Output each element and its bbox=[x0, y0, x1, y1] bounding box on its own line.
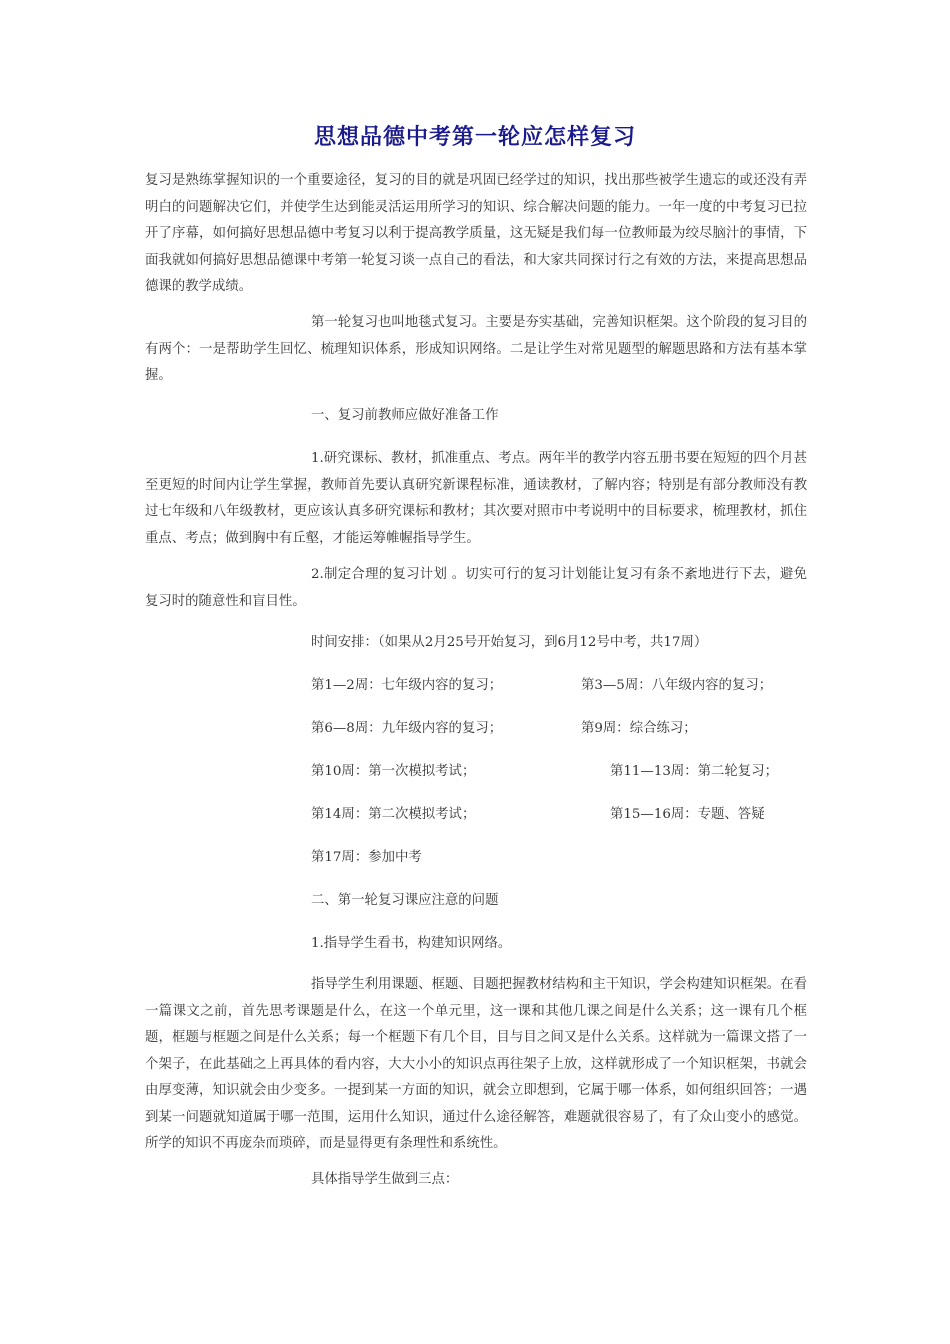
schedule-row-2-right: 第9周：综合练习； bbox=[581, 721, 697, 736]
schedule-row-3-right: 第11—13周：第二轮复习； bbox=[610, 764, 778, 779]
section2-heading: 二、第一轮复习课应注意的问题 bbox=[311, 893, 499, 908]
first-round-paragraph: 第一轮复习也叫地毯式复习。主要是夯实基础，完善知识框架。这个阶段的复习目的有两个：一是帮助学生回忆、梳理知识体系，形成知识网络。二是让学生对常见题型的解题思路和方法有基本掌握。 bbox=[145, 315, 807, 383]
specific-points-line: 具体指导学生做到三点： bbox=[311, 1172, 459, 1187]
schedule-row-4-right: 第15—16周：专题、答疑 bbox=[610, 807, 765, 822]
schedule-row-5-left: 第17周：参加中考 bbox=[311, 850, 422, 865]
schedule-row-1-right: 第3—5周：八年级内容的复习； bbox=[581, 678, 773, 693]
schedule-row-4-left: 第14周：第二次模拟考试； bbox=[311, 807, 476, 822]
intro-paragraph: 复习是熟练掌握知识的一个重要途径，复习的目的就是巩固已经学过的知识，找出那些被学生遗忘的或还没有弄明白的问题解决它们，并使学生达到能灵活运用所学习的知识、综合解决问题的能力。一年一度的中考复习已拉开了序幕，如何搞好思想品德中考复习以利于提高教学质量，这无疑是我们每一位教师最为绞尽脑汁的事情，下面我就如何搞好思想品德课中考第一轮复习谈一点自己的看法，和大家共同探讨行之有效的方法，来提高思想品德课的教学成绩。 bbox=[145, 173, 807, 294]
guide-body-paragraph: 指导学生利用课题、框题、目题把握教材结构和主干知识，学会构建知识框架。在看一篇课文之前，首先思考课题是什么，在这一个单元里，这一课和其他几课之间是什么关系；这一课有几个框题，框题与框题之间是什么关系；每一个框题下有几个目，目与目之间又是什么关系。这样就为一篇课文搭了一个架子，在此基础之上再具体的看内容，大大小小的知识点再往架子上放，这样就形成了一个知识框架，书就会由厚变薄，知识就会由少变多。一提到某一方面的知识，就会立即想到，它属于哪一体系，如何组织回答；一遇到某一问题就知道属于哪一范围，运用什么知识，通过什么途径解答，难题就很容易了，有了众山变小的感觉。所学的知识不再庞杂而琐碎，而是显得更有条理性和系统性。 bbox=[145, 977, 807, 1151]
document-title: 思想品德中考第一轮应怎样复习 bbox=[313, 125, 636, 150]
schedule-row-1-left: 第1—2周：七年级内容的复习； bbox=[311, 678, 503, 693]
schedule-row-3-left: 第10周：第一次模拟考试； bbox=[311, 764, 476, 779]
item2-paragraph: 2.制定合理的复习计划 。切实可行的复习计划能让复习有条不紊地进行下去，避免复习时的随意性和盲目性。 bbox=[145, 567, 807, 609]
item1-paragraph: 1.研究课标、教材，抓准重点、考点。两年半的教学内容五册书要在短短的四个月甚至更短的时间内让学生掌握，教师首先要认真研究新课程标准，通读教材，了解内容；特别是有部分教师没有教过七年级和八年级教材，更应该认真多研究课标和教材；其次要对照市中考说明中的目标要求，梳理教材，抓住重点、考点；做到胸中有丘壑，才能运筹帷幄指导学生。 bbox=[145, 451, 807, 546]
section1-heading: 一、复习前教师应做好准备工作 bbox=[311, 408, 499, 423]
schedule-heading: 时间安排：（如果从2月25号开始复习，到6月12号中考，共17周） bbox=[311, 635, 708, 650]
schedule-row-2-left: 第6—8周：九年级内容的复习； bbox=[311, 721, 503, 736]
guide-heading: 1.指导学生看书，构建知识网络。 bbox=[311, 936, 512, 951]
